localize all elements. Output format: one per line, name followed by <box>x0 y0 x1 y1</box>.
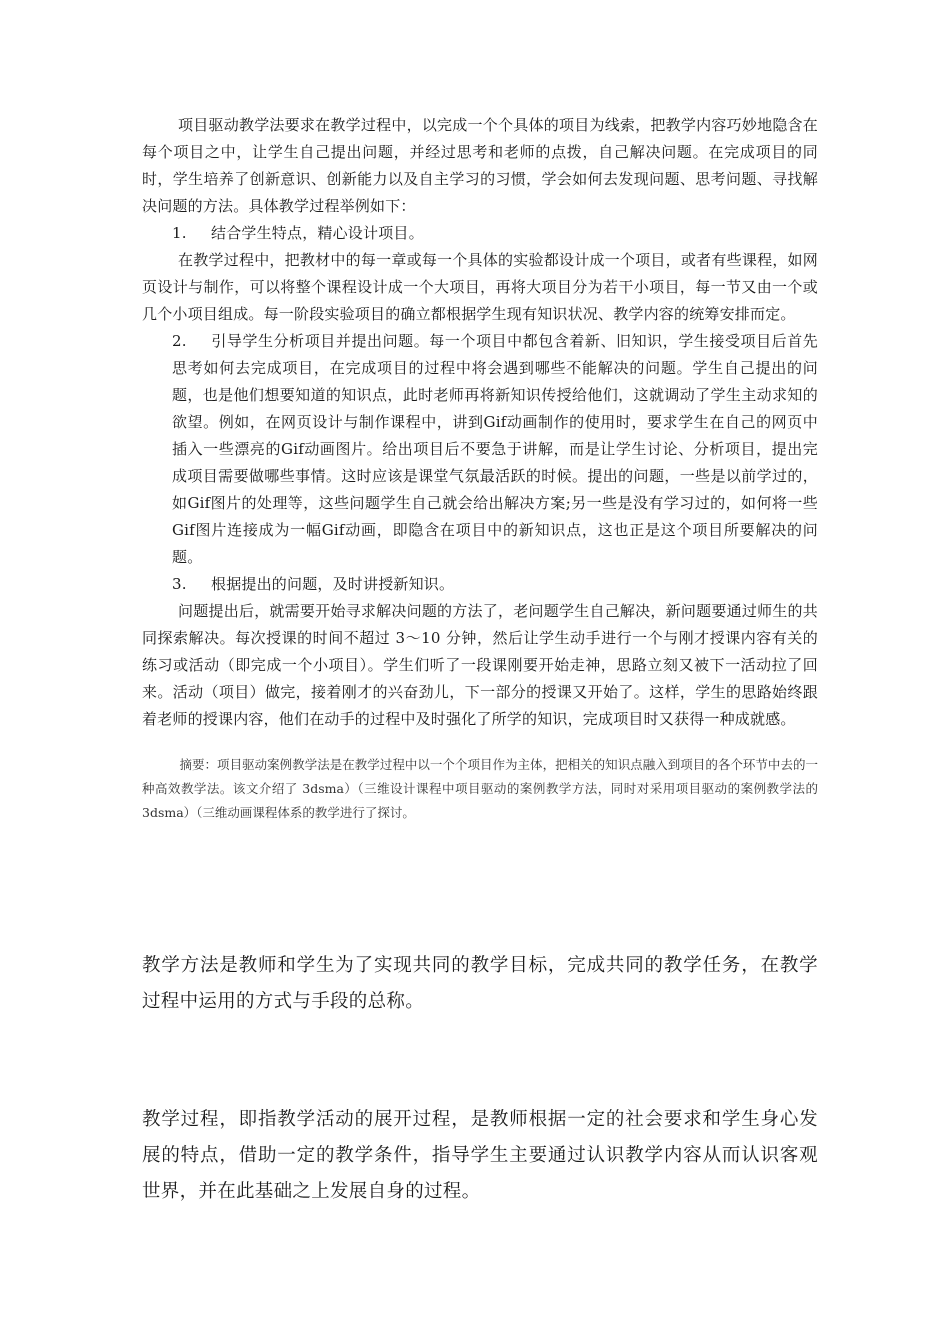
list-item-3-heading <box>142 571 818 598</box>
item-1-paragraph: 在教学过程中，把教材中的每一章或每一个具体的实验都设计成一个项目，或者有些课程，如网页设计与制作，可以将整个课程设计成一个大项目，再将大项目分为若干小项目，每一节又由一个或几个小项目组成。每一阶段实验项目的确立都根据学生现有知识状况、教学内容的统筹安排而定。 <box>142 251 818 323</box>
intro-paragraph: 项目驱动教学法要求在教学过程中，以完成一个个具体的项目为线索，把教学内容巧妙地隐含在每个项目之中，让学生自己提出问题，并经过思考和老师的点拨，自己解决问题。在完成项目的同时，学生培养了创新意识、创新能力以及自主学习的习惯，学会如何去发现问题、思考问题、寻找解决问题的方法。具体教学过程举例如下： <box>142 116 818 215</box>
list-item-1-heading <box>142 220 818 247</box>
abstract-text: 摘要：项目驱动案例教学法是在教学过程中以一个个项目作为主体，把相关的知识点融入到项目的各个环节中去的一种高效教学法。该文介绍了 3dsma）（三维设计课程中项目驱动的案例教学方法，同时对采用项目驱动的案例教学法的 3dsma）（三维动画课程体系的教学进行了探讨。 <box>142 757 818 820</box>
abstract-block <box>142 753 818 825</box>
teaching-method-definition: 教学方法是教师和学生为了实现共同的教学目标，完成共同的教学任务，在教学过程中运用的方式与手段的总称。 <box>142 954 818 1012</box>
list-item-2-text: 引导学生分析项目并提出问题。每一个项目中都包含着新、旧知识，学生接受项目后首先思考如何去完成项目，在完成项目的过程中将会遇到哪些不能解决的问题。学生自己提出的问题，也是他们想要知道的知识点，此时老师再将新知识传授给他们，这就调动了学生主动求知的欲望。例如，在网页设计与制作课程中，讲到Gif动画制作的使用时，要求学生在自己的网页中插入一些漂亮的Gif动画图片。给出项目后不要急于讲解，而是让学生讨论、分析项目，提出完成项目需要做哪些事情。这时应该是课堂气氛最活跃的时候。提出的问题，一些是以前学过的，如Gif图片的处理等，这些问题学生自己就会给出解决方案;另一些是没有学习过的，如何将一些Gif图片连接成为一幅Gif动画，即隐含在项目中的新知识点，这也正是这个项目所要解决的问题。 <box>172 332 818 566</box>
list-item-2 <box>142 328 818 571</box>
list-number-3: 3. <box>172 575 187 593</box>
teaching-process-definition: 教学过程，即指教学活动的展开过程，是教师根据一定的社会要求和学生身心发展的特点，借助一定的教学条件，指导学生主要通过认识教学内容从而认识客观世界，并在此基础之上发展自身的过程。 <box>142 1108 818 1202</box>
list-number-2: 2. <box>172 332 187 350</box>
item-3-paragraph: 问题提出后，就需要开始寻求解决问题的方法了，老问题学生自己解决，新问题要通过师生的共同探索解决。每次授课的时间不超过 3～10 分钟，然后让学生动手进行一个与刚才授课内容有关的练习或活动（即完成一个小项目）。学生们听了一段课刚要开始走神，思路立刻又被下一活动拉了回来。活动（项目）做完，接着刚才的兴奋劲儿，下一部分的授课又开始了。这样，学生的思路始终跟着老师的授课内容，他们在动手的过程中及时强化了所学的知识，完成项目时又获得一种成就感。 <box>142 602 818 728</box>
list-item-1-title: 结合学生特点，精心设计项目。 <box>211 224 424 242</box>
main-body <box>142 112 818 733</box>
list-number-1: 1. <box>172 224 187 242</box>
list-item-3-title: 根据提出的问题，及时讲授新知识。 <box>211 575 455 593</box>
